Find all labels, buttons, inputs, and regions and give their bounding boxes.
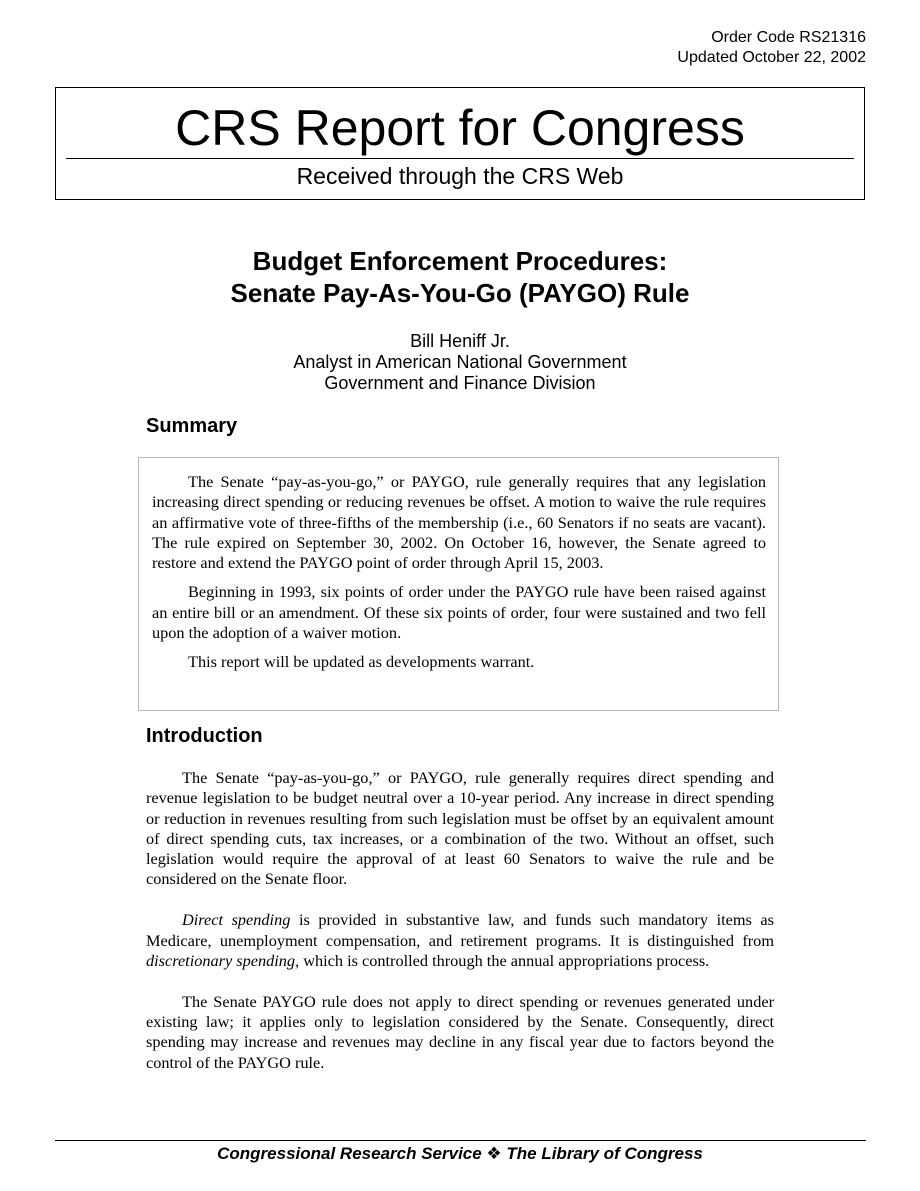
- summary-heading: Summary: [146, 415, 238, 437]
- author-position: Analyst in American National Government: [293, 352, 627, 372]
- report-header-box: [55, 87, 865, 200]
- document-title-line-1: Budget Enforcement Procedures:: [252, 246, 668, 276]
- page-footer: Congressional Research Service ❖ The Library of Congress: [217, 1144, 703, 1163]
- paragraph-text: , which is controlled through the annual appropriations process.: [295, 950, 710, 970]
- author-name: Bill Heniff Jr.: [410, 331, 510, 351]
- order-code: Order Code RS21316: [711, 29, 866, 46]
- summary-paragraph: The Senate “pay-as-you-go,” or PAYGO, rule generally requires that any legislation increasing direct spending or reducing revenues be offset. A motion to waive the rule requires an affirmative vote of three-fifths of the membership (i.e., 60 Senators if no seats are vacant). The rule expired on September 30, 2002. On October 16, however, the Senate agreed to restore and extend the PAYGO point of order through April 15, 2003.: [152, 472, 766, 573]
- order-info: [677, 28, 866, 68]
- summary-box: [138, 457, 779, 711]
- summary-paragraph: This report will be updated as developments warrant.: [188, 652, 535, 672]
- document-title-line-2: Senate Pay-As-You-Go (PAYGO) Rule: [230, 278, 690, 308]
- introduction-paragraph-1: The Senate “pay-as-you-go,” or PAYGO, rule generally requires direct spending and revenue legislation to be budget neutral over a 10-year period. Any increase in direct spending or reduction in revenues resulting from such legislation must be offset by an equivalent amount of direct spending cuts, tax increases, or a combination of the two. Without an offset, such legislation would require the approval of at least 60 Senators to waive the rule and be considered on the Senate floor.: [146, 768, 774, 889]
- author-division: Government and Finance Division: [324, 373, 596, 393]
- updated-date: Updated October 22, 2002: [677, 49, 866, 66]
- introduction-paragraph-3: The Senate PAYGO rule does not apply to direct spending or revenues generated under existing law; it applies only to legislation considered by the Senate. Consequently, direct spending may increase and revenues may decline in any fiscal year due to factors beyond the control of the PAYGO rule.: [146, 991, 774, 1072]
- introduction-body: [146, 768, 774, 1093]
- report-title: CRS Report for Congress: [175, 100, 745, 156]
- introduction-paragraph-2: [146, 910, 774, 971]
- report-subtitle: Received through the CRS Web: [296, 163, 624, 189]
- header-divider: [66, 158, 854, 159]
- term-direct-spending: Direct spending: [182, 910, 291, 930]
- document-title: [0, 245, 920, 309]
- term-discretionary-spending: discretionary spending: [146, 950, 296, 970]
- paragraph-text: is provided in substantive law, and funds such mandatory items as Medicare, unemployment compensation, and retirement programs. It is distinguished from: [146, 910, 774, 950]
- footer-divider: [55, 1140, 866, 1141]
- introduction-heading: Introduction: [146, 725, 263, 747]
- summary-paragraph: Beginning in 1993, six points of order under the PAYGO rule have been raised against an entire bill or an amendment. Of these six points of order, four were sustained and two fell upon the adoption of a waiver motion.: [152, 582, 766, 643]
- author-block: [0, 331, 920, 394]
